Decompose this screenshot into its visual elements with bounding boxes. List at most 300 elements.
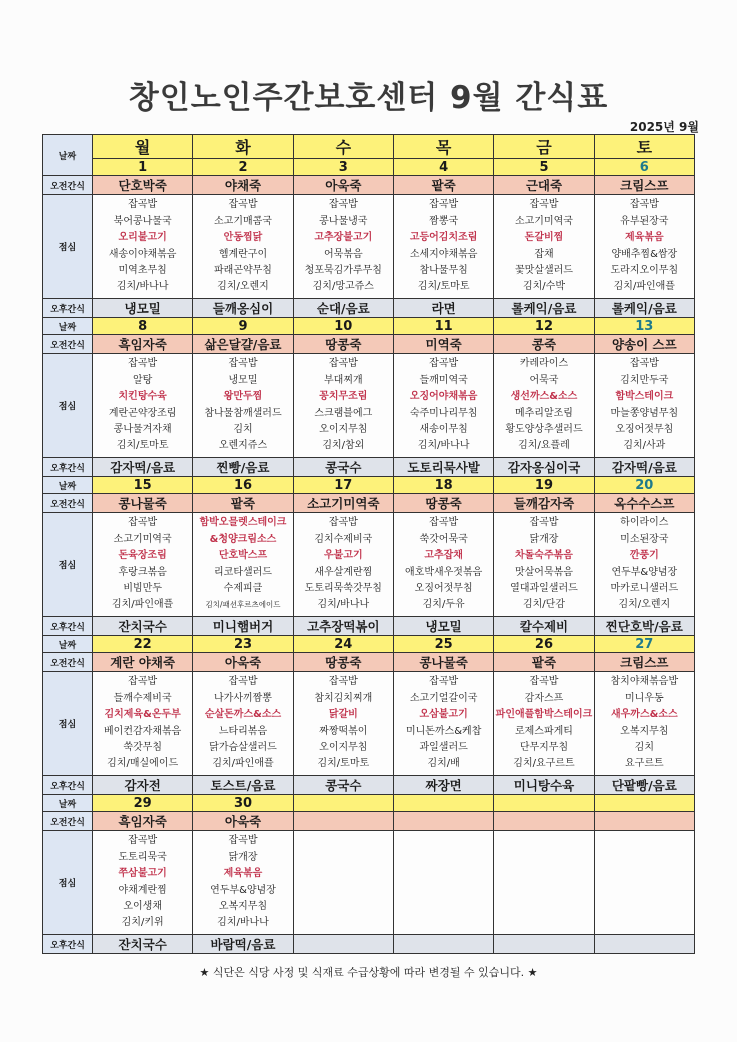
menu-item: 김치/토마토: [417, 281, 470, 293]
main-dish: 제육볶음: [625, 232, 664, 244]
weekday-header: 수: [293, 135, 393, 159]
afternoon-snack-cell: 감자옹심이국: [494, 458, 594, 477]
menu-item: 김치수제비국: [314, 533, 373, 545]
main-dish: 제육볶음: [223, 868, 263, 880]
menu-item: 스크램블에그: [314, 407, 373, 419]
lunch-menu-cell: [393, 672, 493, 776]
date-cell: 12: [494, 318, 594, 335]
menu-item: 미니돈까스&케찹: [405, 725, 482, 737]
menu-item: 냉모밀: [228, 374, 258, 386]
menu-item: 황도양상추샐러드: [505, 423, 583, 435]
afternoon-snack-cell: 라면: [393, 299, 493, 318]
morning-snack-cell: 땅콩죽: [393, 494, 493, 513]
row-label-pm: 오후간식: [43, 935, 93, 954]
morning-snack-cell: 팥죽: [393, 176, 493, 195]
menu-item: 북어콩나물국: [113, 215, 172, 227]
menu-item: 잡곡밥: [228, 358, 258, 370]
row-label-pm: 오후간식: [43, 776, 93, 795]
menu-item: 함박오믈렛스테이크: [199, 517, 287, 529]
menu-item: 잡곡밥: [529, 199, 559, 211]
menu-item: 새송이야채볶음: [108, 248, 177, 260]
weekday-header: 금: [494, 135, 594, 159]
menu-item: 오이생채: [123, 900, 162, 912]
lunch-menu-cell: [93, 513, 193, 617]
afternoon-snack-cell: 고추장떡볶이: [293, 617, 393, 636]
menu-item: 하이라이스: [620, 517, 669, 529]
afternoon-snack-cell: 찐빵/음료: [193, 458, 293, 477]
morning-snack-cell: [494, 812, 594, 831]
menu-item: 도토리묵쑥갓무침: [304, 582, 382, 594]
morning-snack-cell: 흑임자죽: [93, 812, 193, 831]
menu-item: 김치/단감: [522, 599, 565, 611]
row-label-day: 날짜: [43, 477, 93, 494]
afternoon-snack-cell: 콩국수: [293, 776, 393, 795]
menu-item: 김치/오렌지: [217, 281, 269, 293]
morning-snack-cell: 아욱죽: [293, 176, 393, 195]
main-dish: 고등어김치조림: [409, 232, 478, 244]
morning-snack-cell: 근대죽: [494, 176, 594, 195]
date-cell: 23: [193, 636, 293, 653]
menu-item: 애호박새우젓볶음: [405, 566, 483, 578]
main-dish: 생선까스&소스: [510, 391, 578, 403]
date-cell: 3: [293, 159, 393, 176]
afternoon-snack-cell: [594, 935, 694, 954]
menu-item: 닭가슴살샐러드: [209, 741, 277, 753]
menu-item: 김치만두국: [620, 374, 669, 386]
morning-snack-cell: 양송이 스프: [594, 335, 694, 354]
page-title: 창인노인주간보호센터 9월 간식표: [128, 80, 609, 116]
date-cell: 26: [494, 636, 594, 653]
menu-item: 참치김치찌개: [314, 692, 373, 704]
menu-item: 헴계란구이: [218, 248, 268, 260]
lunch-menu-cell: [594, 672, 694, 776]
afternoon-snack-cell: [293, 935, 393, 954]
lunch-menu-cell: [93, 831, 193, 935]
afternoon-snack-cell: 토스트/음료: [193, 776, 293, 795]
main-dish: 단호박스프: [218, 550, 268, 562]
afternoon-snack-cell: 짜장면: [393, 776, 493, 795]
empty-lunch-cell: [594, 831, 694, 935]
afternoon-snack-cell: 도토리묵사발: [393, 458, 493, 477]
date-cell: 30: [193, 795, 293, 812]
afternoon-snack-cell: 미니햄버거: [193, 617, 293, 636]
row-label-lunch: 점심: [43, 831, 93, 935]
date-cell: 2: [193, 159, 293, 176]
afternoon-snack-cell: 찐단호박/음료: [594, 617, 694, 636]
main-dish: 쭈삼불고기: [118, 868, 167, 880]
main-dish: 김치제육&온두부: [104, 709, 181, 721]
menu-item: 미소된장국: [620, 533, 669, 545]
menu-item: 어묵국: [529, 374, 559, 386]
morning-snack-cell: 팥죽: [494, 653, 594, 672]
menu-item: 청포묵김가루무침: [304, 264, 382, 276]
main-dish: 고추장불고기: [314, 232, 373, 244]
afternoon-snack-cell: 미니탕수육: [494, 776, 594, 795]
menu-item: 소세지야채볶음: [409, 248, 478, 260]
menu-item: 맛살어묵볶음: [514, 566, 573, 578]
lunch-menu-cell: [93, 672, 193, 776]
date-cell: 9: [193, 318, 293, 335]
menu-item: 잡곡밥: [429, 358, 459, 370]
menu-item: 김치/파인애플: [613, 281, 675, 293]
date-cell: 27: [594, 636, 694, 653]
morning-snack-cell: 단호박죽: [93, 176, 193, 195]
row-label-pm: 오후간식: [43, 617, 93, 636]
morning-snack-cell: 콩죽: [494, 335, 594, 354]
row-label-day: 날짜: [43, 795, 93, 812]
menu-item: 과일샐러드: [419, 741, 468, 753]
menu-item: 잡곡밥: [429, 199, 459, 211]
menu-item: 김치/바나나: [116, 281, 169, 293]
date-cell: 25: [393, 636, 493, 653]
afternoon-snack-cell: 감자전: [93, 776, 193, 795]
main-dish: 왕만두찜: [223, 391, 263, 403]
menu-item: 김치: [634, 741, 654, 753]
afternoon-snack-cell: 단팥빵/음료: [594, 776, 694, 795]
menu-item: 부대찌개: [324, 374, 363, 386]
afternoon-snack-cell: [393, 935, 493, 954]
row-label-am: 오전간식: [43, 653, 93, 672]
menu-item: 카레라이스: [519, 358, 569, 370]
morning-snack-cell: 콩나물죽: [93, 494, 193, 513]
menu-item: 소고기미역국: [514, 215, 573, 227]
menu-item: 오징어젓무침: [414, 582, 473, 594]
menu-item: 오복지무침: [620, 725, 669, 737]
menu-item: 잡곡밥: [629, 358, 659, 370]
menu-item: 소고기얼갈이국: [409, 692, 478, 704]
menu-item: 들깨수제비국: [113, 692, 172, 704]
main-dish: 안동찜닭: [223, 232, 263, 244]
afternoon-snack-cell: 감자떡/음료: [93, 458, 193, 477]
main-dish: 닭갈비: [328, 709, 358, 721]
afternoon-snack-cell: 냉모밀: [393, 617, 493, 636]
main-dish: 우불고기: [324, 550, 363, 562]
row-label-lunch: 점심: [43, 354, 93, 458]
date-cell: 13: [594, 318, 694, 335]
afternoon-snack-cell: 롤케익/음료: [494, 299, 594, 318]
menu-item: 김치/참외: [322, 440, 365, 452]
menu-item: 도라지오이무침: [610, 264, 679, 276]
menu-item: 미니우동: [625, 692, 664, 704]
morning-snack-cell: 들깨감자죽: [494, 494, 594, 513]
afternoon-snack-cell: 감자떡/음료: [594, 458, 694, 477]
date-cell: 24: [293, 636, 393, 653]
menu-item: 파래곤약무침: [214, 264, 272, 276]
menu-item: 짬뽕국: [429, 215, 459, 227]
row-label-pm: 오후간식: [43, 458, 93, 477]
menu-item: 참나물참깨샐러드: [204, 407, 282, 419]
afternoon-snack-cell: 바람떡/음료: [193, 935, 293, 954]
morning-snack-cell: 팥죽: [193, 494, 293, 513]
menu-item: 김치/패션후르츠에이드: [205, 600, 281, 610]
main-dish: 오리불고기: [118, 232, 167, 244]
lunch-menu-cell: [393, 513, 493, 617]
row-label-am: 오전간식: [43, 335, 93, 354]
menu-item: 김치/파인애플: [111, 599, 174, 611]
menu-item: 콩나물겨자채: [113, 423, 172, 435]
menu-item: 참치야채볶음밥: [610, 676, 679, 688]
menu-item: 김치/바나나: [417, 440, 470, 452]
snack-menu-table: [42, 134, 695, 954]
menu-item: 잡곡밥: [128, 199, 158, 211]
menu-item: 양배추찜&쌈장: [611, 248, 678, 260]
menu-item: 김치/오렌지: [618, 599, 671, 611]
menu-item: 참나물무침: [419, 264, 468, 276]
menu-item: 요구르트: [625, 758, 664, 770]
morning-snack-cell: 콩나물죽: [393, 653, 493, 672]
menu-item: 잡곡밥: [529, 676, 559, 688]
main-dish: 고추잡채: [424, 550, 463, 562]
menu-item: 잡곡밥: [228, 676, 258, 688]
date-cell: 1: [93, 159, 193, 176]
menu-item: 오렌지쥬스: [218, 440, 268, 452]
afternoon-snack-cell: 잔치국수: [93, 935, 193, 954]
menu-item: 김치/토마토: [116, 440, 169, 452]
menu-item: 잡곡밥: [328, 199, 358, 211]
date-cell: 10: [293, 318, 393, 335]
morning-snack-cell: 야채죽: [193, 176, 293, 195]
lunch-menu-cell: [494, 195, 594, 299]
menu-item: 야채계란찜: [118, 884, 167, 896]
lunch-menu-cell: [594, 354, 694, 458]
morning-snack-cell: [393, 812, 493, 831]
afternoon-snack-cell: [494, 935, 594, 954]
menu-item: 잡곡밥: [328, 358, 358, 370]
menu-item: 짜짱떡볶이: [319, 725, 368, 737]
menu-item: 유부된장국: [620, 215, 669, 227]
menu-item: 김치/토마토: [317, 758, 370, 770]
afternoon-snack-cell: 콩국수: [293, 458, 393, 477]
morning-snack-cell: [594, 812, 694, 831]
lunch-menu-cell: [293, 195, 393, 299]
menu-item: &청양크림소스: [209, 533, 277, 545]
date-cell: 29: [93, 795, 193, 812]
footnote: ★ 식단은 식당 사정 및 식재료 수급상황에 따라 변경될 수 있습니다. ★: [199, 966, 538, 979]
row-label-day: 날짜: [43, 318, 93, 335]
menu-item: 알탕: [133, 374, 153, 386]
empty-lunch-cell: [494, 831, 594, 935]
morning-snack-cell: 땅콩죽: [293, 335, 393, 354]
row-label-lunch: 점심: [43, 672, 93, 776]
weekday-header: 목: [393, 135, 493, 159]
month-label: 2025년 9월: [629, 120, 699, 134]
row-label-lunch: 점심: [43, 513, 93, 617]
menu-item: 김치/두유: [422, 599, 465, 611]
main-dish: 오징어야채볶음: [409, 391, 478, 403]
menu-item: 연두부&양념장: [611, 566, 678, 578]
menu-item: 들깨미역국: [419, 374, 468, 386]
row-label-day: 날짜: [43, 636, 93, 653]
lunch-menu-cell: [193, 831, 293, 935]
date-cell: 8: [93, 318, 193, 335]
menu-item: 잡곡밥: [328, 517, 358, 529]
menu-item: 소고기매콤국: [214, 215, 272, 227]
menu-item: 닭개장: [228, 851, 258, 863]
menu-item: 쑥갓어묵국: [419, 533, 468, 545]
menu-item: 메추리알조림: [514, 407, 573, 419]
menu-item: 리코타샐러드: [214, 566, 272, 578]
menu-item: 잡곡밥: [228, 835, 258, 847]
lunch-menu-cell: [293, 672, 393, 776]
menu-item: 잡곡밥: [429, 676, 459, 688]
row-label-am: 오전간식: [43, 494, 93, 513]
menu-item: 잡곡밥: [128, 358, 158, 370]
weekday-header: 화: [193, 135, 293, 159]
menu-item: 김치/사과: [623, 440, 666, 452]
date-cell: 17: [293, 477, 393, 494]
menu-item: 로제스파게티: [514, 725, 573, 737]
lunch-menu-cell: [93, 354, 193, 458]
date-cell: 11: [393, 318, 493, 335]
afternoon-snack-cell: 순대/음료: [293, 299, 393, 318]
main-dish: 차돌숙주볶음: [514, 550, 573, 562]
main-dish: 돈갈비찜: [524, 232, 564, 244]
menu-item: 단무지무침: [519, 741, 569, 753]
menu-item: 미역초무침: [118, 264, 167, 276]
morning-snack-cell: 아욱죽: [193, 653, 293, 672]
menu-item: 나가사끼짬뽕: [214, 692, 272, 704]
menu-item: 오이지무침: [319, 423, 368, 435]
menu-item: 열대과일샐러드: [510, 582, 578, 594]
row-label-lunch: 점심: [43, 195, 93, 299]
menu-item: 잡곡밥: [128, 517, 158, 529]
menu-item: 잡곡밥: [429, 517, 459, 529]
morning-snack-cell: 삶은달걀/음료: [193, 335, 293, 354]
morning-snack-cell: 옥수수스프: [594, 494, 694, 513]
lunch-menu-cell: [393, 354, 493, 458]
lunch-menu-cell: [193, 354, 293, 458]
menu-item: 마늘쫑양념무침: [610, 407, 679, 419]
afternoon-snack-cell: 들깨옹심이: [193, 299, 293, 318]
menu-item: 연두부&양념장: [210, 884, 276, 896]
morning-snack-cell: 계란 야채죽: [93, 653, 193, 672]
date-cell: 20: [594, 477, 694, 494]
menu-item: 꽃맛살샐러드: [514, 264, 573, 276]
menu-item: 베이컨감자채볶음: [104, 725, 182, 737]
empty-lunch-cell: [393, 831, 493, 935]
lunch-menu-cell: [494, 354, 594, 458]
menu-item: 오복지무침: [218, 900, 268, 912]
date-cell: 6: [594, 159, 694, 176]
row-label-day: 날짜: [43, 135, 93, 176]
menu-item: 김치/바나나: [317, 599, 370, 611]
empty-lunch-cell: [293, 831, 393, 935]
date-cell: 16: [193, 477, 293, 494]
menu-item: 김치/바나나: [217, 917, 269, 929]
menu-item: 콩나물냉국: [319, 215, 368, 227]
afternoon-snack-cell: 냉모밀: [93, 299, 193, 318]
menu-item: 느타리볶음: [218, 725, 268, 737]
menu-item: 잡곡밥: [629, 199, 659, 211]
menu-item: 비빔만두: [123, 582, 162, 594]
menu-item: 쑥갓무침: [123, 741, 162, 753]
date-cell: 4: [393, 159, 493, 176]
main-dish: 꽁치무조림: [319, 391, 368, 403]
menu-item: 잡곡밥: [328, 676, 358, 688]
row-label-am: 오전간식: [43, 812, 93, 831]
menu-item: 김치/요플레: [518, 440, 570, 452]
menu-item: 오이지무침: [319, 741, 368, 753]
menu-item: 김치/파인애플: [212, 758, 274, 770]
main-dish: 치킨탕수육: [118, 391, 167, 403]
menu-item: 마카로니샐러드: [610, 582, 679, 594]
lunch-menu-cell: [193, 672, 293, 776]
main-dish: 새우까스&소스: [610, 709, 678, 721]
morning-snack-cell: 흑임자죽: [93, 335, 193, 354]
morning-snack-cell: [293, 812, 393, 831]
main-dish: 순살돈까스&소스: [204, 709, 282, 721]
menu-item: 잡채: [534, 248, 554, 260]
empty-date-cell: [293, 795, 393, 812]
main-dish: 오삼불고기: [419, 709, 468, 721]
morning-snack-cell: 미역죽: [393, 335, 493, 354]
empty-date-cell: [393, 795, 493, 812]
menu-item: 김치: [233, 423, 253, 435]
menu-item: 새송이무침: [419, 423, 468, 435]
date-cell: 15: [93, 477, 193, 494]
menu-item: 도토리묵국: [118, 851, 167, 863]
lunch-menu-cell: [494, 672, 594, 776]
menu-item: 잡곡밥: [228, 199, 258, 211]
menu-item: 김치/키위: [121, 917, 164, 929]
lunch-menu-cell: [494, 513, 594, 617]
menu-item: 오징어젓무침: [615, 423, 674, 435]
menu-item: 어묵볶음: [324, 248, 363, 260]
empty-date-cell: [594, 795, 694, 812]
morning-snack-cell: 소고기미역죽: [293, 494, 393, 513]
menu-item: 수제피클: [223, 582, 263, 594]
date-cell: 22: [93, 636, 193, 653]
menu-item: 김치/망고쥬스: [312, 281, 374, 293]
menu-item: 잡곡밥: [128, 676, 158, 688]
main-dish: 파인애플함박스테이크: [495, 709, 593, 721]
main-dish: 깐풍기: [629, 550, 659, 562]
lunch-menu-cell: [293, 513, 393, 617]
morning-snack-cell: 땅콩죽: [293, 653, 393, 672]
lunch-menu-cell: [594, 513, 694, 617]
menu-item: 김치/매실에이드: [107, 758, 179, 770]
menu-item: 계란곤약장조림: [108, 407, 177, 419]
menu-item: 잡곡밥: [529, 517, 559, 529]
date-cell: 18: [393, 477, 493, 494]
afternoon-snack-cell: 롤케익/음료: [594, 299, 694, 318]
menu-item: 잡곡밥: [128, 835, 158, 847]
morning-snack-cell: 아욱죽: [193, 812, 293, 831]
menu-item: 닭개장: [529, 533, 559, 545]
lunch-menu-cell: [93, 195, 193, 299]
menu-item: 김치/요구르트: [513, 758, 575, 770]
main-dish: 돈육장조림: [118, 550, 167, 562]
lunch-menu-cell: [293, 354, 393, 458]
date-cell: 5: [494, 159, 594, 176]
menu-item: 소고기미역국: [113, 533, 172, 545]
date-cell: 19: [494, 477, 594, 494]
morning-snack-cell: 크림스프: [594, 176, 694, 195]
main-dish: 함박스테이크: [615, 391, 674, 403]
lunch-menu-cell: [594, 195, 694, 299]
menu-item: 김치/배: [427, 758, 460, 770]
menu-item: 후랑크볶음: [118, 566, 167, 578]
row-label-pm: 오후간식: [43, 299, 93, 318]
weekday-header: 월: [93, 135, 193, 159]
lunch-menu-cell: [393, 195, 493, 299]
weekday-header: 토: [594, 135, 694, 159]
lunch-menu-cell: [193, 513, 293, 617]
empty-date-cell: [494, 795, 594, 812]
afternoon-snack-cell: 칼수제비: [494, 617, 594, 636]
morning-snack-cell: 크림스프: [594, 653, 694, 672]
menu-item: 새우살계란찜: [314, 566, 373, 578]
